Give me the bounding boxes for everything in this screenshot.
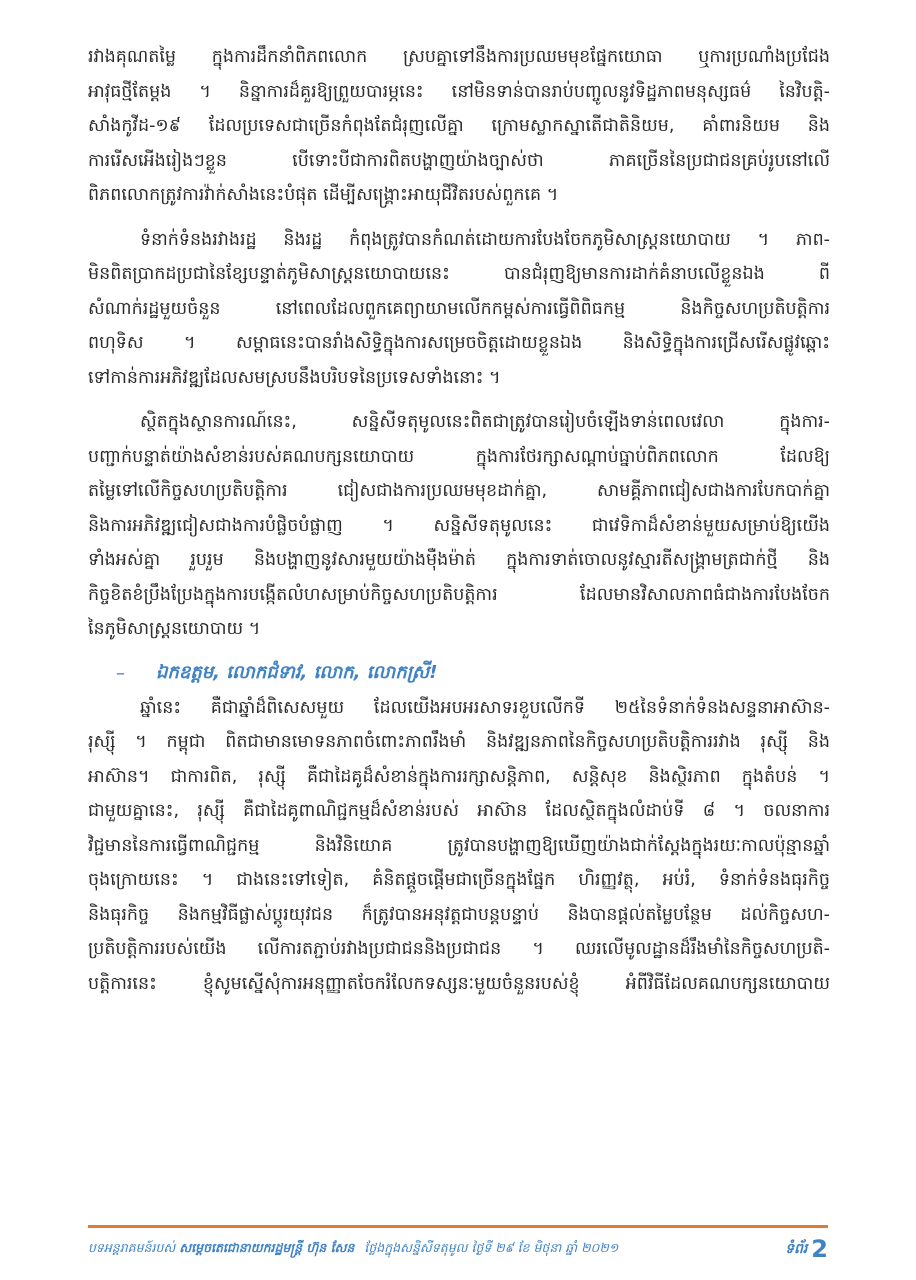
- footer-divider: [88, 1225, 828, 1228]
- heading-dash: –: [116, 663, 125, 684]
- body-text: [88, 40, 830, 1011]
- paragraph-3: [88, 405, 830, 647]
- text-line: ស្ថិតក្នុងស្ថានការណ៍នេះ, សន្និសីទតុមូលនេះពិតជាត្រូវបានរៀបចំឡើងទាន់ពេលវេលា ក្នុងការ-: [140, 412, 830, 432]
- text-line: ទាំងអស់គ្នា រួបរួម និងបង្ហាញនូវសារមួយយ៉ាងម៉ឺងម៉ាត់ ក្នុងការទាត់ចោលនូវស្មារតីសង្គ្រាមត្រជាក់ថ្មី និង: [88, 550, 830, 570]
- text-line: រុស្ស៊ី ។ កម្ពុជា ពិតជាមានមោទនភាពចំពោះភាពរឹងមាំ និងវឌ្ឍនភាពនៃកិច្ចសហប្រតិបត្តិការរវាង រុស្ស៊ី និង: [88, 732, 830, 752]
- footer-prefix: បទអន្តរាគមន៍របស់: [88, 1239, 176, 1255]
- text-line: បត្តិការនេះ ខ្ញុំសូមស្នើសុំការអនុញ្ញាតចែករំលែកទស្សនៈមួយចំនួនរបស់ខ្ញុំ អំពីវិធីដែលគណបក្សនយោបាយ: [88, 973, 830, 994]
- text-line: បញ្ជាក់បន្ទាត់យ៉ាងសំខាន់របស់គណបក្សនយោបាយ ក្នុងការថែរក្សាសណ្តាប់ធ្នាប់ពិភពលោក ដែលឱ្យ: [88, 446, 830, 467]
- text-line: ទំនាក់ទំនងរវាងរដ្ឋ និងរដ្ឋ កំពុងត្រូវបានកំណត់ដោយការបែងចែកភូមិសាស្ត្រនយោបាយ ។ ភាព-: [140, 229, 830, 250]
- text-line: នៃភូមិសាស្ត្រនយោបាយ ។: [88, 619, 261, 639]
- text-line: ចុងក្រោយនេះ ។ ជាងនេះទៅទៀត, គំនិតផ្តួចផ្តើមជាច្រើនក្នុងផ្នែក ហិរញ្ញវត្ថុ, អប់រំ, ទំនាក់ទំនងធុរកិច្ច: [88, 870, 830, 890]
- section-heading: [116, 657, 830, 691]
- text-line: សំណាក់រដ្ឋមួយចំនួន នៅពេលដែលពួកគេព្យាយាមលើកកម្ពស់ការធ្វើពិពិធកម្ម និងកិច្ចសហប្រតិបត្តិការ: [88, 298, 830, 319]
- heading-text: ឯកឧត្តម, លោកជំទាវ, លោក, លោកស្រី!: [156, 662, 438, 683]
- page-label: ទំព័រ: [785, 1240, 808, 1257]
- paragraph-1: [88, 40, 830, 213]
- text-line: ពិភពលោកត្រូវការវ៉ាក់សាំងនេះបំផុត ដើម្បីសង្គ្រោះអាយុជីវិតរបស់ពួកគេ ។: [88, 185, 559, 205]
- page-footer: [88, 1234, 828, 1264]
- text-line: រវាងគុណតម្លៃ ក្នុងការដឹកនាំពិភពលោក ស្របគ្នាទៅនឹងការប្រឈមមុខផ្នែកយោធា ឬការប្រណាំងប្រជែង: [88, 47, 830, 67]
- text-line: ជាមួយគ្នានេះ, រុស្ស៊ី គឺជាដៃគូពាណិជ្ជកម្មដ៏សំខាន់របស់ អាស៊ាន ដែលស្ថិតក្នុងលំដាប់ទី ៨ ។ ចលនាការ: [88, 801, 830, 821]
- text-line: ពហុទិស ។ សម្ពាធនេះបានរាំងសិទ្ធិក្នុងការសម្រេចចិត្តដោយខ្លួនឯង និងសិទ្ធិក្នុងការជ្រើសរើសផ្លូវឆ្ពោះ: [88, 333, 830, 353]
- text-line: និងការអភិវឌ្ឍជៀសជាងការបំផ្លិចបំផ្លាញ ។ សន្និសីទតុមូលនេះ ជាវេទិកាដ៏សំខាន់មួយសម្រាប់ឱ្យយើង: [88, 515, 830, 536]
- text-line: អាស៊ាន។ ជាការពិត, រុស្ស៊ី គឺជាដៃគូដ៏សំខាន់ក្នុងការរក្សាសន្តិភាព, សន្តិសុខ និងស្ថិរភាព ក្នុងតំបន់ ។: [88, 766, 830, 787]
- text-line: វិជ្ជមាននៃការធ្វើពាណិជ្ជកម្ម និងវិនិយោគ ត្រូវបានបង្ហាញឱ្យឃើញយ៉ាងជាក់ស្តែងក្នុងរយៈកាលប៉ុន្មានឆ្នាំ: [88, 835, 830, 856]
- text-line: ទៅកាន់ការអភិវឌ្ឍដែលសមស្របនឹងបរិបទនៃប្រទេសទាំងនោះ ។: [88, 367, 501, 388]
- page-number: 2: [811, 1235, 828, 1263]
- text-line: សាំងកូវីដ-១៩ ដែលប្រទេសជាច្រើនកំពុងតែជំរុញលើគ្នា ក្រោមស្លាកស្នាតើជាតិនិយម, គាំពារនិយម និង: [88, 116, 830, 136]
- text-line: តម្លៃទៅលើកិច្ចសហប្រតិបត្តិការ ជៀសជាងការប្រឈមមុខដាក់គ្នា, សាមគ្គីភាពជៀសជាងការបែកបាក់គ្នា: [88, 481, 830, 501]
- text-line: មិនពិតប្រាកដប្រជានៃខ្សែបន្ទាត់ភូមិសាស្ត្រនយោបាយនេះ បានជំរុញឱ្យមានការដាក់គំនាបលើខ្លួនឯង ពី: [88, 264, 830, 284]
- text-line: កិច្ចខិតខំប្រឹងប្រែងក្នុងការបង្កើតលំហសម្រាប់កិច្ចសហប្រតិបត្តិការ ដែលមានវិសាលភាពធំជាងការបែងចែក: [88, 584, 830, 605]
- text-line: ឆ្នាំនេះ គឺជាឆ្នាំដ៏ពិសេសមួយ ដែលយើងអបអរសាទរខួបលើកទី ២៥នៃទំនាក់ទំនងសន្ទនាអាស៊ាន-: [140, 697, 830, 718]
- paragraph-4: [88, 691, 830, 1002]
- text-line: ប្រតិបត្តិការរបស់យើង លើការតភ្ជាប់រវាងប្រជាជននិងប្រជាជន ។ ឈរលើមូលដ្ឋានដ៏រឹងមាំនៃកិច្ចសហប្រតិ-: [88, 939, 830, 959]
- footer-date: ថ្លែងក្នុងសន្និសីទតុមូល ថ្ងៃទី ២៩ ខែ មិថុនា ឆ្នាំ ២០២១: [364, 1239, 619, 1255]
- paragraph-2: [88, 223, 830, 396]
- footer-speaker: សម្តេចតេជោនាយករដ្ឋមន្ត្រី ហ៊ុន សែន: [179, 1239, 355, 1255]
- text-line: អាវុធថ្មីតែម្តង ។ និន្នាការដ៏គួរឱ្យព្រួយបារម្ភនេះ នៅមិនទាន់បានរាប់បញ្ចូលនូវទិដ្ឋភាពមនុស្សធម៌ នៃវិបត្តិ-: [88, 81, 830, 102]
- text-line: ការរើសអើងរៀងៗខ្លួន បើទោះបីជាការពិតបង្ហាញយ៉ាងច្បាស់ថា ភាគច្រើននៃប្រជាជនគ្រប់រូបនៅលើ: [88, 150, 830, 171]
- text-line: និងធុរកិច្ច និងកម្មវិធីផ្លាស់ប្តូរយុវជន ក៏ត្រូវបានអនុវត្តជាបន្តបន្ទាប់ និងបានផ្តល់តម្លៃបន្ថែម ដល់កិច្ចសហ-: [88, 904, 830, 925]
